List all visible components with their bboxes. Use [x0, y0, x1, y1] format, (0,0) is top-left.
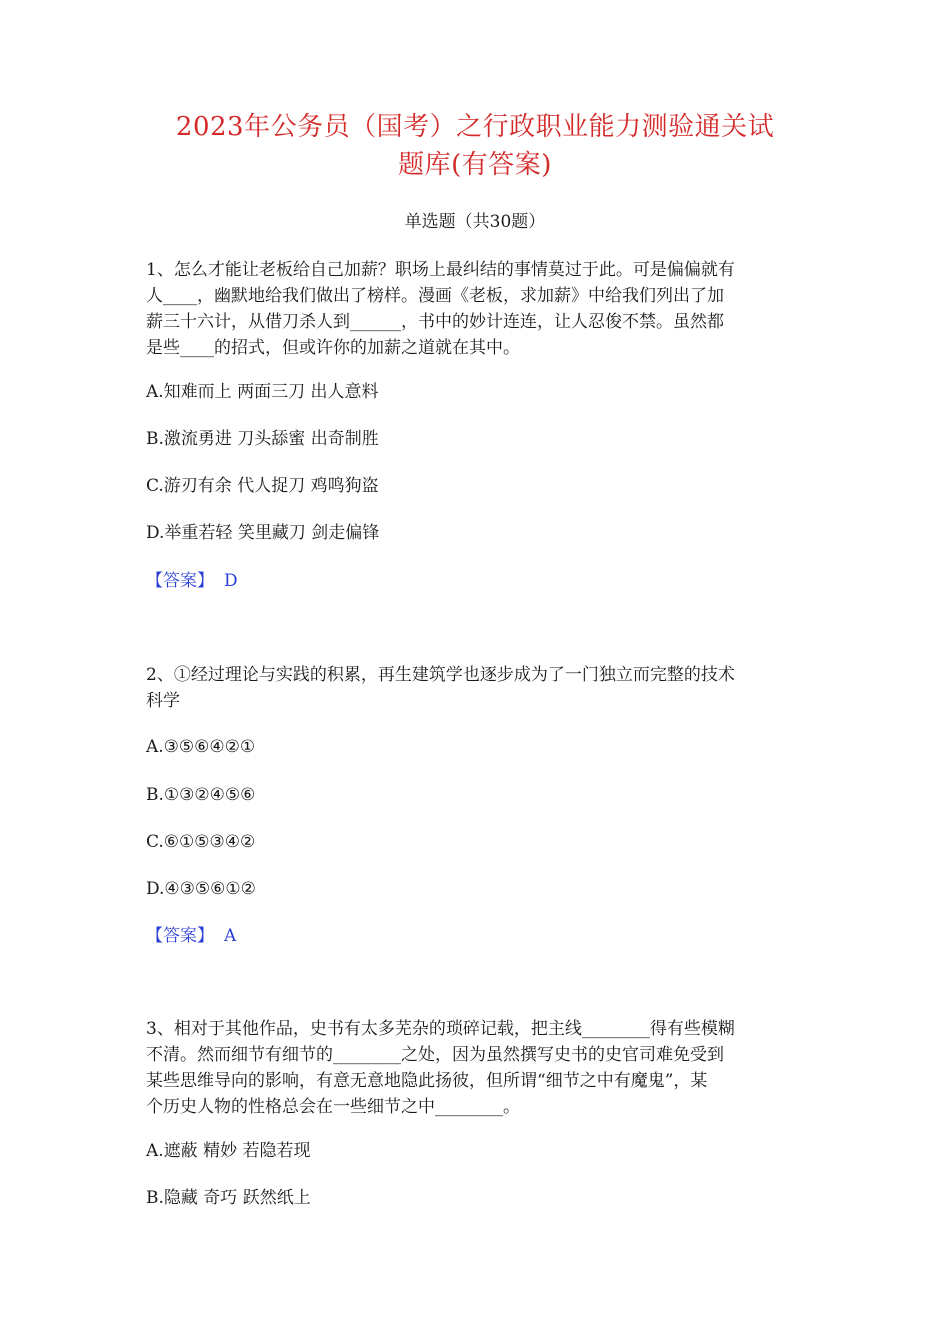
- question-stem-line: 是些____的招式，但或许你的加薪之道就在其中。: [146, 338, 520, 358]
- question-3-option-b: B.隐藏 奇巧 跃然纸上: [146, 1188, 311, 1208]
- section-heading: 单选题（共30题）: [404, 212, 546, 232]
- document-title: [100, 108, 850, 184]
- question-2-option-a: A.③⑤⑥④②①: [146, 737, 256, 757]
- question-2-option-c: C.⑥①⑤③④②: [146, 832, 256, 852]
- title-line-2: 题库(有答案): [398, 150, 552, 180]
- question-3-stem: [146, 1016, 814, 1120]
- question-2-stem: [146, 662, 814, 714]
- question-2-option-d: D.④③⑤⑥①②: [146, 879, 256, 899]
- answer-value: D: [224, 571, 238, 591]
- question-1-option-b: B.激流勇进 刀头舔蜜 出奇制胜: [146, 429, 379, 449]
- question-stem-line: 某些思维导向的影响，有意无意地隐此扬彼，但所谓“细节之中有魔鬼”，某: [146, 1071, 708, 1091]
- question-1-answer: [146, 568, 814, 594]
- question-stem-line: 1、怎么才能让老板给自己加薪？职场上最纠结的事情莫过于此。可是偏偏就有: [146, 260, 735, 280]
- answer-label: 【答案】: [146, 571, 214, 591]
- question-2-answer: [146, 923, 814, 949]
- question-1-option-d: D.举重若轻 笑里藏刀 剑走偏锋: [146, 523, 380, 543]
- question-1-option-c: C.游刃有余 代人捉刀 鸡鸣狗盗: [146, 476, 379, 496]
- question-stem-line: 科学: [146, 691, 180, 711]
- question-stem-line: 个历史人物的性格总会在一些细节之中________。: [146, 1097, 520, 1117]
- question-stem-line: 不清。然而细节有细节的________之处，因为虽然撰写史书的史官司难免受到: [146, 1045, 724, 1065]
- question-stem-line: 3、相对于其他作品，史书有太多芜杂的琐碎记载，把主线________得有些模糊: [146, 1019, 735, 1039]
- answer-value: A: [224, 926, 237, 946]
- question-3-option-a: A.遮蔽 精妙 若隐若现: [146, 1141, 311, 1161]
- question-2-option-b: B.①③②④⑤⑥: [146, 785, 256, 805]
- question-stem-line: 2、①经过理论与实践的积累，再生建筑学也逐步成为了一门独立而完整的技术: [146, 665, 735, 685]
- question-1-option-a: A.知难而上 两面三刀 出人意料: [146, 382, 379, 402]
- question-1-stem: [146, 257, 814, 361]
- question-stem-line: 人____，幽默地给我们做出了榜样。漫画《老板，求加薪》中给我们列出了加: [146, 286, 724, 306]
- question-stem-line: 薪三十六计，从借刀杀人到______，书中的妙计连连，让人忍俊不禁。虽然都: [146, 312, 724, 332]
- answer-label: 【答案】: [146, 926, 214, 946]
- title-line-1: 2023年公务员（国考）之行政职业能力测验通关试: [175, 112, 775, 142]
